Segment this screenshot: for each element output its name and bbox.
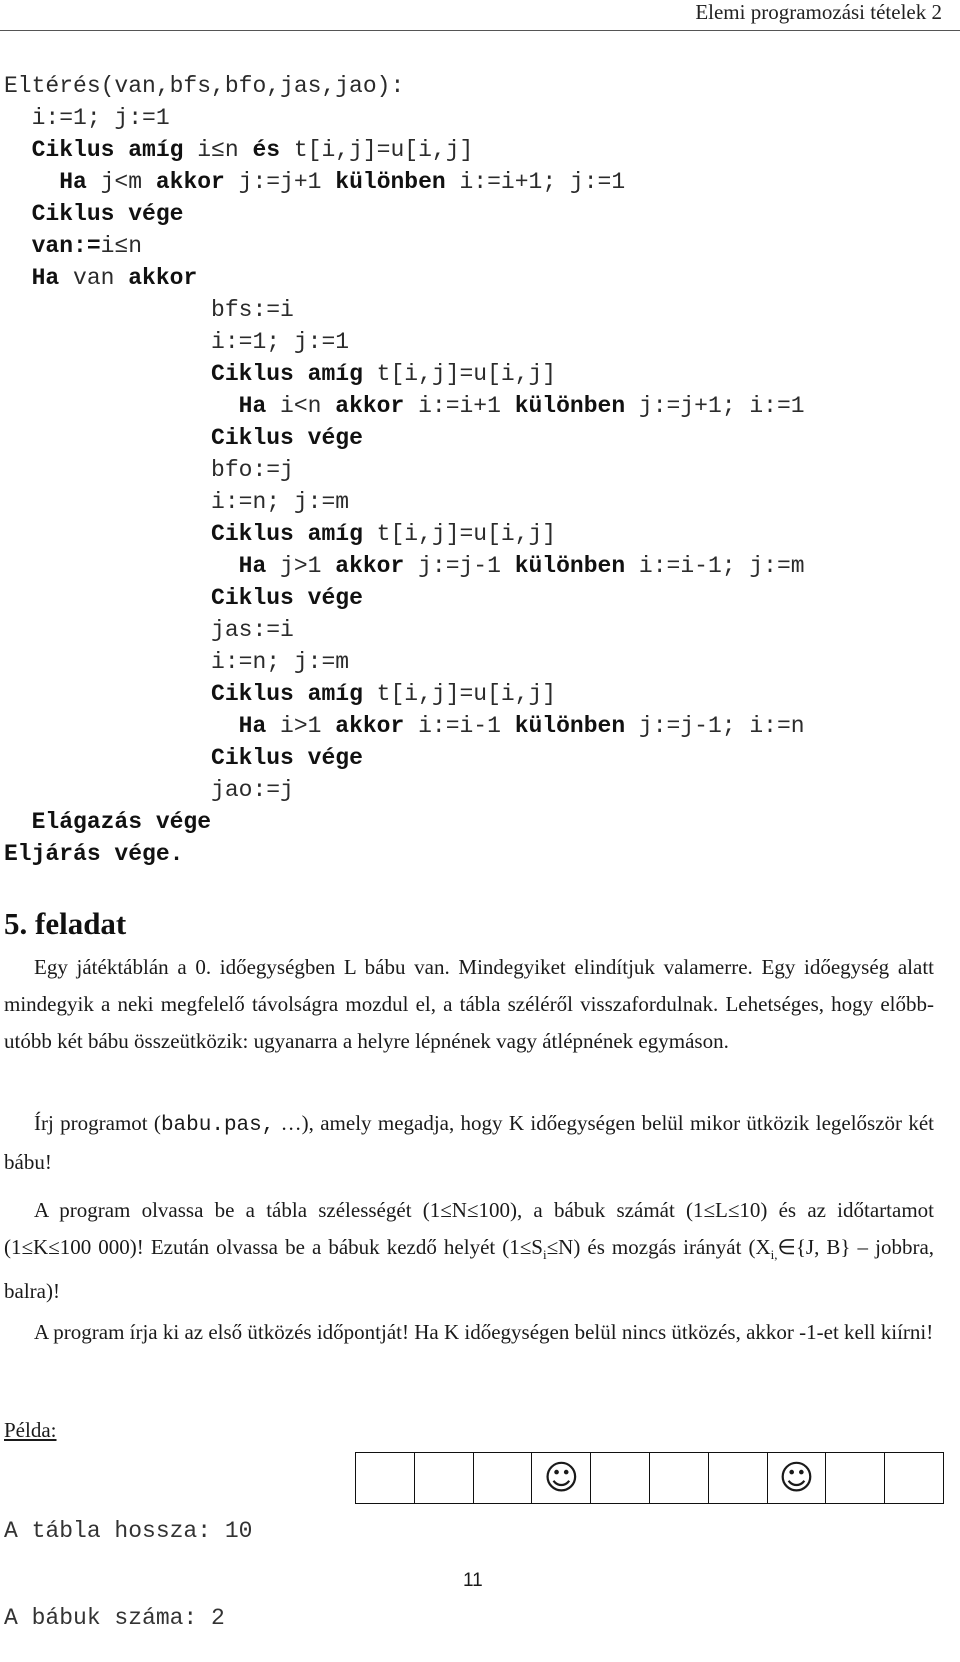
code-keyword: akkor — [335, 553, 405, 579]
code-line — [4, 102, 805, 134]
code-keyword: Ha — [238, 713, 267, 739]
section-title: 5. feladat — [4, 906, 127, 941]
code-keyword: Ciklus vége — [211, 585, 363, 611]
code-text: t[i,j]=u[i,j] — [362, 681, 557, 707]
text-run: A program olvassa be a tábla szélességét (1≤N≤100), a bábuk számát (1≤L≤10) és az időtartamot (1≤K≤100 000)! Ezután olvassa be a bábuk kezdő helyét (1≤S — [4, 1198, 934, 1259]
code-keyword: Ha — [238, 393, 267, 419]
code-text: j>1 — [266, 553, 336, 579]
subscript: i, — [770, 1247, 778, 1263]
code-keyword: Ciklus vége — [211, 745, 363, 771]
code-text: i≤n — [100, 233, 143, 259]
code-line — [4, 518, 805, 550]
code-line — [4, 614, 805, 646]
paragraph-text — [4, 1105, 934, 1181]
text-run: ∈{J, B} – jobbra, balra)! — [4, 1235, 935, 1304]
pseudocode-block — [4, 70, 805, 870]
code-line — [4, 390, 805, 422]
board-cell-piece: ☺ — [768, 1453, 827, 1503]
code-text: j:=j-1; i:=n — [625, 713, 805, 739]
code-text: j:=j+1; i:=1 — [625, 393, 805, 419]
code-text: i:=i-1 — [404, 713, 515, 739]
code-keyword: akkor — [335, 713, 405, 739]
code-text: i:=n; j:=m — [4, 489, 350, 515]
code-line — [4, 166, 805, 198]
board-cell — [356, 1453, 415, 1503]
code-text: bfo:=j — [4, 457, 294, 483]
code-text: bfs:=i — [4, 297, 294, 323]
code-text: i:=1; j:=1 — [4, 329, 350, 355]
code-line — [4, 326, 805, 358]
code-text: j<m — [86, 169, 156, 195]
code-text: i:=1; j:=1 — [4, 105, 170, 131]
example-line-piece-count: A bábuk száma: 2 — [4, 1605, 225, 1631]
code-line — [4, 486, 805, 518]
code-line — [4, 710, 805, 742]
code-text: i:=i+1 — [404, 393, 515, 419]
code-text: i:=i+1; j:=1 — [445, 169, 626, 195]
code-keyword: és — [252, 137, 281, 163]
code-text: j:=j+1 — [224, 169, 336, 195]
code-line — [4, 262, 805, 294]
code-keyword: Ha — [59, 169, 87, 195]
game-board — [355, 1452, 944, 1504]
code-text — [4, 425, 211, 451]
task-paragraph-4 — [4, 1314, 934, 1351]
subscript: i — [543, 1247, 547, 1263]
code-text — [4, 265, 32, 291]
code-line — [4, 838, 805, 870]
code-keyword: különben — [335, 169, 446, 195]
example-input — [4, 1459, 252, 1662]
board-cell — [709, 1453, 768, 1503]
code-text — [4, 361, 211, 387]
code-line — [4, 774, 805, 806]
board-cell — [474, 1453, 533, 1503]
code-keyword: akkor — [128, 265, 198, 291]
task-paragraph-2 — [4, 1105, 934, 1181]
paragraph-text — [4, 1192, 934, 1310]
code-text — [4, 169, 59, 195]
filename-code: babu.pas, — [160, 1114, 275, 1137]
board-cell — [826, 1453, 885, 1503]
board-cell — [885, 1453, 943, 1503]
code-text: j:=j-1 — [404, 553, 515, 579]
code-line — [4, 454, 805, 486]
code-text — [4, 745, 211, 771]
code-text: i:=i-1; j:=m — [625, 553, 805, 579]
task-paragraph-1 — [4, 949, 934, 1060]
task-paragraph-3 — [4, 1192, 934, 1310]
text-run: …), amely megadja, hogy K időegységen belül mikor ütközik legelőször két bábu! — [4, 1111, 935, 1174]
code-text: Eltérés(van,bfs,bfo,jas,jao): — [4, 73, 405, 99]
example-line-board-length: A tábla hossza: 10 — [4, 1518, 253, 1544]
code-text: jao:=j — [4, 777, 294, 803]
code-text: t[i,j]=u[i,j] — [362, 521, 557, 547]
code-text — [4, 585, 211, 611]
code-line — [4, 742, 805, 774]
running-header: Elemi programozási tételek 2 — [695, 0, 942, 24]
code-text — [4, 521, 211, 547]
code-line — [4, 646, 805, 678]
board-cell — [591, 1453, 650, 1503]
code-keyword: Ha — [238, 553, 267, 579]
code-keyword: Ciklus amíg — [211, 681, 363, 707]
code-text — [4, 713, 239, 739]
code-text — [4, 809, 32, 835]
code-text — [4, 233, 32, 259]
page-number: 11 — [463, 1570, 483, 1591]
code-line — [4, 422, 805, 454]
code-line — [4, 198, 805, 230]
code-keyword: különben — [514, 393, 626, 419]
code-text — [4, 393, 239, 419]
code-line — [4, 294, 805, 326]
code-keyword: Ciklus amíg — [31, 137, 184, 163]
code-text: i:=n; j:=m — [4, 649, 350, 675]
text-run: ≤N) és mozgás irányát (X — [546, 1235, 771, 1259]
code-keyword: Elágazás vége — [31, 809, 212, 835]
code-text — [4, 137, 32, 163]
text-run: Írj programot ( — [34, 1111, 161, 1135]
code-text: i<n — [266, 393, 336, 419]
code-line — [4, 358, 805, 390]
code-keyword: Ciklus amíg — [211, 521, 363, 547]
board-cell — [650, 1453, 709, 1503]
code-keyword: Ciklus vége — [31, 201, 184, 227]
paragraph-text: A program írja ki az első ütközés időpontját! Ha K időegységen belül nincs ütközés, akkor -1-et kell kiírni! — [34, 1320, 934, 1344]
code-text: t[i,j]=u[i,j] — [280, 137, 474, 163]
code-line — [4, 230, 805, 262]
code-text — [4, 681, 211, 707]
code-keyword: akkor — [335, 393, 405, 419]
code-line — [4, 582, 805, 614]
code-line — [4, 70, 805, 102]
code-keyword: Ha — [31, 265, 60, 291]
code-text: i>1 — [266, 713, 336, 739]
code-line — [4, 806, 805, 838]
code-text — [4, 201, 32, 227]
board-cell-piece: ☺ — [532, 1453, 591, 1503]
header-rule — [0, 30, 960, 31]
board-cell — [415, 1453, 474, 1503]
code-keyword: különben — [514, 553, 626, 579]
code-text: jas:=i — [4, 617, 294, 643]
code-text: i≤n — [183, 137, 253, 163]
code-line — [4, 134, 805, 166]
code-keyword: Eljárás vége. — [4, 841, 184, 867]
code-keyword: akkor — [155, 169, 225, 195]
code-line — [4, 550, 805, 582]
code-line — [4, 678, 805, 710]
code-keyword: különben — [514, 713, 626, 739]
paragraph-text: Egy játéktáblán a 0. időegységben L bábu van. Mindegyiket elindítjuk valamerre. Egy időegység alatt mindegyik a neki megfelelő távolságra mozdul el, a tábla széléről visszafordulnak. Lehetséges, hogy előbb-utóbb két bábu összeütközik: ugyanarra a helyre lépnének vagy átlépnének egymáson. — [4, 955, 934, 1053]
code-keyword: Ciklus vége — [211, 425, 363, 451]
code-text: t[i,j]=u[i,j] — [362, 361, 557, 387]
code-text: van — [59, 265, 129, 291]
code-keyword: Ciklus amíg — [211, 361, 363, 387]
example-label: Példa: — [4, 1418, 57, 1442]
code-keyword: van:= — [31, 233, 101, 259]
code-text — [4, 553, 239, 579]
